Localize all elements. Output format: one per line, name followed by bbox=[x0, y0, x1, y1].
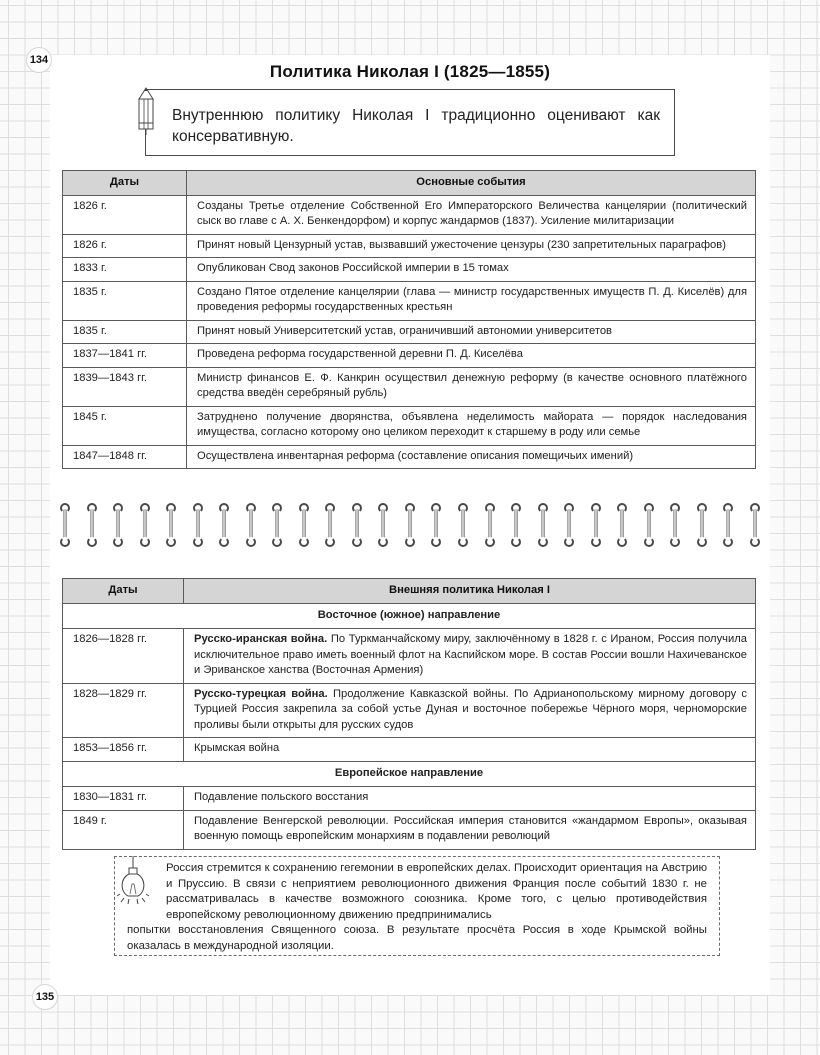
page-number-top: 134 bbox=[26, 47, 52, 73]
ring-hole-bottom bbox=[617, 537, 627, 547]
event-cell: Подавление Венгерской революции. Российская империя становится «жандармом Европы», оказывая военную помощь европейским монархиям в подавлении революций bbox=[184, 810, 756, 849]
foreign-policy-table bbox=[62, 578, 756, 850]
ring-hole-bottom bbox=[697, 537, 707, 547]
spiral-ring-icon bbox=[378, 503, 388, 547]
ring-hole-bottom bbox=[485, 537, 495, 547]
ring-hole-bottom bbox=[458, 537, 468, 547]
ring-hole-bottom bbox=[538, 537, 548, 547]
spiral-ring-icon bbox=[723, 503, 733, 547]
column-header-dates: Даты bbox=[63, 579, 184, 604]
date-cell: 1826—1828 гг. bbox=[63, 629, 184, 684]
column-header-dates: Даты bbox=[63, 171, 187, 196]
ring-hole-bottom bbox=[272, 537, 282, 547]
event-text: Продолжение Кавказской войны. По Адрианопольскому мирному договору с Турцией Россия закрепила за собой устье Дуная и восточное побережье Чёрного моря, черноморские проливы были открыты для русских судов bbox=[194, 687, 747, 731]
ring-hole-bottom bbox=[246, 537, 256, 547]
date-cell: 1853—1856 гг. bbox=[63, 738, 184, 762]
intro-note bbox=[145, 89, 675, 156]
table-row bbox=[63, 195, 756, 234]
event-cell: Опубликован Свод законов Российской империи в 15 томах bbox=[187, 258, 756, 282]
date-cell: 1826 г. bbox=[63, 234, 187, 258]
spiral-ring-icon bbox=[405, 503, 415, 547]
ring-hole-bottom bbox=[352, 537, 362, 547]
spiral-ring-icon bbox=[617, 503, 627, 547]
spiral-ring-icon bbox=[485, 503, 495, 547]
ring-hole-bottom bbox=[299, 537, 309, 547]
ring-hole-bottom bbox=[87, 537, 97, 547]
date-cell: 1835 г. bbox=[63, 281, 187, 320]
event-cell: Осуществлена инвентарная реформа (составление описания помещичьих имений) bbox=[187, 445, 756, 469]
table-row bbox=[63, 683, 756, 738]
ring-hole-bottom bbox=[644, 537, 654, 547]
ring-hole-bottom bbox=[193, 537, 203, 547]
tip-text-indented: Россия стремится к сохранению гегемонии в европейских делах. Происходит ориентация на Австрию и Пруссию. В связи с неприятием революционного движения Франция после событий 1830 г. не рассматривалась в качестве возможного союзника. Кроме того, с целью противодействия европейскому революционному движению предпринимались bbox=[166, 862, 707, 921]
column-header-events: Основные события bbox=[187, 171, 756, 196]
spiral-ring-icon bbox=[299, 503, 309, 547]
date-cell: 1826 г. bbox=[63, 195, 187, 234]
ring-hole-bottom bbox=[140, 537, 150, 547]
table-header-row bbox=[63, 171, 756, 196]
event-cell: Крымская война bbox=[184, 738, 756, 762]
ring-hole-bottom bbox=[219, 537, 229, 547]
ring-hole-bottom bbox=[591, 537, 601, 547]
table-row bbox=[63, 367, 756, 406]
section-title-east: Восточное (южное) направление bbox=[63, 603, 756, 629]
event-cell bbox=[184, 683, 756, 738]
date-cell: 1839—1843 гг. bbox=[63, 367, 187, 406]
date-cell: 1847—1848 гг. bbox=[63, 445, 187, 469]
table-row bbox=[63, 320, 756, 344]
ring-hole-bottom bbox=[750, 537, 760, 547]
table-row bbox=[63, 629, 756, 684]
event-cell: Затруднено получение дворянства, объявлена неделимость майората — порядок наследования имущества, согласно которому оно целиком переходит к старшему в роду или семье bbox=[187, 406, 756, 445]
domestic-policy-table bbox=[62, 170, 756, 469]
ring-hole-bottom bbox=[378, 537, 388, 547]
ring-hole-bottom bbox=[564, 537, 574, 547]
spiral-binding bbox=[52, 503, 768, 547]
table-row bbox=[63, 738, 756, 762]
ring-hole-bottom bbox=[511, 537, 521, 547]
ring-hole-bottom bbox=[723, 537, 733, 547]
event-cell: Подавление польского восстания bbox=[184, 787, 756, 811]
spiral-ring-icon bbox=[697, 503, 707, 547]
date-cell: 1845 г. bbox=[63, 406, 187, 445]
date-cell: 1833 г. bbox=[63, 258, 187, 282]
ring-hole-bottom bbox=[431, 537, 441, 547]
ring-hole-bottom bbox=[113, 537, 123, 547]
spiral-ring-icon bbox=[246, 503, 256, 547]
date-cell: 1828—1829 гг. bbox=[63, 683, 184, 738]
event-cell: Министр финансов Е. Ф. Канкрин осуществил денежную реформу (в качестве основного платёжного средства введён серебряный рубль) bbox=[187, 367, 756, 406]
event-cell: Проведена реформа государственной деревни П. Д. Киселёва bbox=[187, 344, 756, 368]
ring-hole-bottom bbox=[405, 537, 415, 547]
date-cell: 1830—1831 гг. bbox=[63, 787, 184, 811]
spiral-ring-icon bbox=[564, 503, 574, 547]
date-cell: 1837—1841 гг. bbox=[63, 344, 187, 368]
table-header-row bbox=[63, 579, 756, 604]
table-row bbox=[63, 787, 756, 811]
date-cell: 1849 г. bbox=[63, 810, 184, 849]
spiral-ring-icon bbox=[193, 503, 203, 547]
spiral-ring-icon bbox=[644, 503, 654, 547]
column-header-foreign-policy: Внешняя политика Николая I bbox=[184, 579, 756, 604]
table-row bbox=[63, 406, 756, 445]
ring-hole-bottom bbox=[166, 537, 176, 547]
event-cell: Принят новый Университетский устав, ограничивший автономии университетов bbox=[187, 320, 756, 344]
event-title: Русско-турецкая война. bbox=[194, 687, 328, 700]
section-row bbox=[63, 603, 756, 629]
spiral-ring-icon bbox=[272, 503, 282, 547]
event-cell bbox=[184, 629, 756, 684]
date-cell: 1835 г. bbox=[63, 320, 187, 344]
spiral-ring-icon bbox=[458, 503, 468, 547]
pencil-icon bbox=[136, 87, 156, 135]
spiral-ring-icon bbox=[591, 503, 601, 547]
table-row bbox=[63, 344, 756, 368]
table-row bbox=[63, 810, 756, 849]
lightbulb-icon bbox=[116, 856, 150, 906]
tip-text-full: попытки восстановления Священного союза. В результате просчёта Россия в ходе Крымской войны оказалась в международной изоляции. bbox=[127, 924, 707, 952]
spiral-ring-icon bbox=[113, 503, 123, 547]
event-cell: Создано Пятое отделение канцелярии (глава — министр государственных имуществ П. Д. Киселёв) для проведения реформы государственных крестьян bbox=[187, 281, 756, 320]
table-row bbox=[63, 234, 756, 258]
tip-box bbox=[114, 856, 720, 956]
spiral-ring-icon bbox=[140, 503, 150, 547]
spiral-ring-icon bbox=[431, 503, 441, 547]
ring-hole-bottom bbox=[325, 537, 335, 547]
event-title: Русско-иранская война. bbox=[194, 633, 328, 645]
spiral-ring-icon bbox=[750, 503, 760, 547]
table-row bbox=[63, 258, 756, 282]
spiral-ring-icon bbox=[352, 503, 362, 547]
page-number-bottom: 135 bbox=[32, 984, 58, 1010]
spiral-ring-icon bbox=[670, 503, 680, 547]
event-cell: Принят новый Цензурный устав, вызвавший ужесточение цензуры (230 запретительных параграфов) bbox=[187, 234, 756, 258]
spiral-ring-icon bbox=[325, 503, 335, 547]
spiral-ring-icon bbox=[87, 503, 97, 547]
spiral-ring-icon bbox=[166, 503, 176, 547]
spiral-ring-icon bbox=[511, 503, 521, 547]
section-title-europe: Европейское направление bbox=[63, 761, 756, 787]
page-title: Политика Николая I (1825—1855) bbox=[269, 62, 551, 81]
ring-hole-bottom bbox=[60, 537, 70, 547]
spiral-ring-icon bbox=[219, 503, 229, 547]
intro-note-text: Внутреннюю политику Николая I традиционно оценивают как консервативную. bbox=[172, 107, 660, 145]
spiral-ring-icon bbox=[538, 503, 548, 547]
ring-hole-bottom bbox=[670, 537, 680, 547]
table-row bbox=[63, 281, 756, 320]
table-row bbox=[63, 445, 756, 469]
event-cell: Созданы Третье отделение Собственной Его Императорского Величества канцелярии (политический сыск во главе с А. Х. Бенкендорфом) и корпус жандармов (1837). Усиление милитаризации bbox=[187, 195, 756, 234]
spiral-ring-icon bbox=[60, 503, 70, 547]
section-row bbox=[63, 761, 756, 787]
event-text: По Туркманчайскому миру, заключённому в 1828 г. с Ираном, Россия получила исключительное право иметь военный флот на Каспийском море. В состав России вошли Нахичеванское и Эриванское ханства (Восточная Армения) bbox=[194, 633, 747, 676]
